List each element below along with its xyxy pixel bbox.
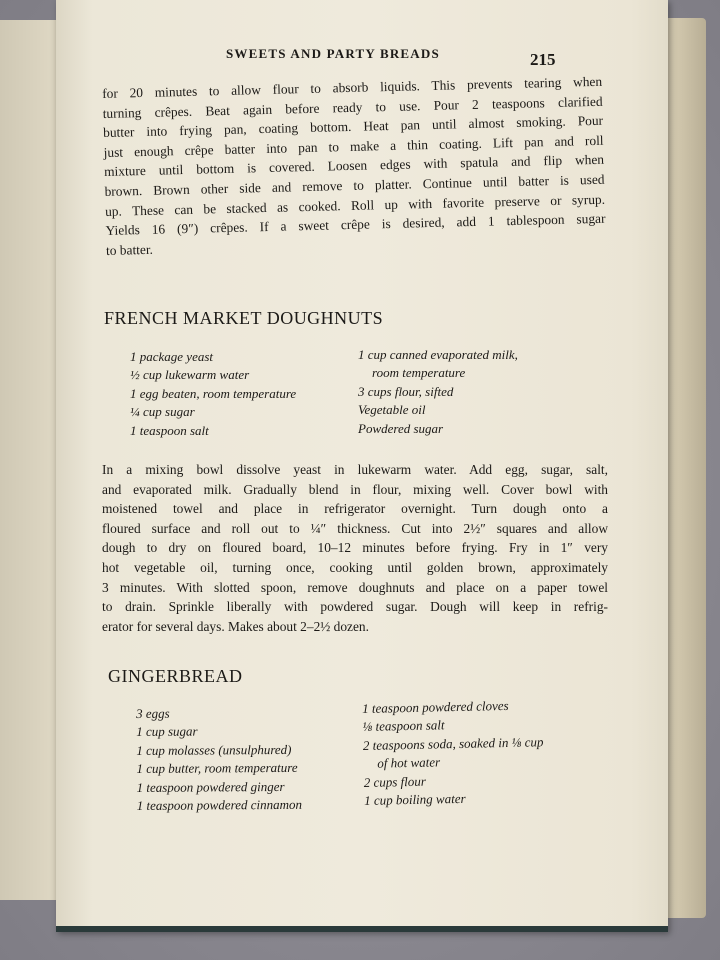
doughnut-method	[102, 460, 608, 636]
ingredient-item: ¼ cup sugar	[130, 404, 195, 420]
ingredient-item: 1 teaspoon salt	[130, 422, 209, 438]
gingerbread-ingredients-right	[362, 696, 545, 810]
ingredient-item: ½ cup lukewarm water	[130, 367, 250, 383]
text-line: 3 minutes. With slotted spoon, remove doughnuts and place on a paper towel	[102, 579, 608, 595]
crepe-instructions-continued	[102, 72, 606, 261]
ingredient-item: 1 cup boiling water	[363, 790, 466, 809]
text-line: erator for several days. Makes about 2–2½ dozen.	[102, 618, 369, 634]
ingredient-item: 3 eggs	[136, 705, 170, 721]
ingredient-item: 1 teaspoon powdered cloves	[362, 697, 509, 716]
text-line: moistened towel and place in refrigerator overnight. Turn dough onto a	[102, 501, 608, 517]
ingredient-item: of hot water	[377, 754, 441, 771]
ingredient-item: Powdered sugar	[358, 420, 444, 436]
ingredient-item: 1 cup sugar	[136, 723, 198, 740]
book-page	[56, 0, 668, 932]
text-line: up. These can be stacked as cooked. Roll up with favorite preserve or syrup.	[104, 191, 606, 219]
ingredient-item: 1 cup butter, room temperature	[136, 760, 298, 777]
recipe-title-doughnuts: FRENCH MARKET DOUGHNUTS	[104, 308, 384, 328]
ingredient-item: 1 egg beaten, room temperature	[130, 385, 297, 401]
ingredient-item: 1 teaspoon powdered cinnamon	[136, 796, 303, 814]
ingredient-item: 1 package yeast	[130, 349, 214, 364]
gingerbread-ingredients-left	[136, 704, 302, 816]
text-line: mixture until bottom is covered. Loosen edges with spatula and flip when	[103, 152, 605, 180]
text-line: floured surface and roll out to ¼″ thickness. Cut into 2½″ squares and allow	[102, 520, 608, 536]
recipe-title-gingerbread: GINGERBREAD	[108, 666, 243, 686]
doughnut-ingredients-left	[130, 348, 296, 440]
text-line: and evaporated milk. Gradually blend in flour, mixing well. Cover bowl with	[102, 481, 608, 497]
running-head: SWEETS AND PARTY BREADS	[226, 46, 440, 61]
page-number: 215	[530, 50, 556, 69]
text-line: to batter.	[105, 241, 154, 258]
text-line: In a mixing bowl dissolve yeast in lukewarm water. Add egg, sugar, salt,	[102, 462, 608, 477]
ingredient-item: 3 cups flour, sifted	[358, 383, 454, 399]
text-line: butter into frying pan, coating bottom. Heat pan until almost smoking. Pour	[103, 112, 604, 141]
doughnut-ingredients-right	[358, 346, 518, 438]
text-line: for 20 minutes to allow flour to absorb liquids. This prevents tearing when	[102, 73, 603, 101]
text-line: to drain. Sprinkle liberally with powdered sugar. Dough will keep in refrig-	[102, 599, 608, 615]
text-line: dough to dry on floured board, 10–12 minutes before frying. Fry in 1″ very	[102, 540, 608, 556]
text-line: hot vegetable oil, turning once, cooking until golden brown, approximately	[102, 559, 608, 575]
ingredient-item: 2 cups flour	[363, 773, 426, 790]
text-line: brown. Brown other side and remove to platter. Continue until batter is used	[104, 171, 605, 199]
text-line: Yields 16 (9″) crêpes. If a sweet crêpe is desired, add 1 tablespoon sugar	[105, 210, 606, 239]
text-line: just enough crêpe batter into pan to make a thin coating. Lift pan and roll	[103, 132, 604, 160]
ingredient-item: 1 cup molasses (unsulphured)	[136, 741, 292, 758]
text-line: turning crêpes. Beat again before ready to use. Pour 2 teaspoons clarified	[102, 93, 603, 121]
ingredient-item: 1 cup canned evaporated milk,	[358, 347, 518, 362]
ingredient-item: room temperature	[372, 365, 466, 381]
ingredient-item: Vegetable oil	[358, 402, 426, 418]
ingredient-item: ⅛ teaspoon salt	[362, 717, 445, 735]
ingredient-item: 1 teaspoon powdered ginger	[136, 778, 285, 795]
ingredient-item: 2 teaspoons soda, soaked in ⅛ cup	[362, 734, 544, 753]
